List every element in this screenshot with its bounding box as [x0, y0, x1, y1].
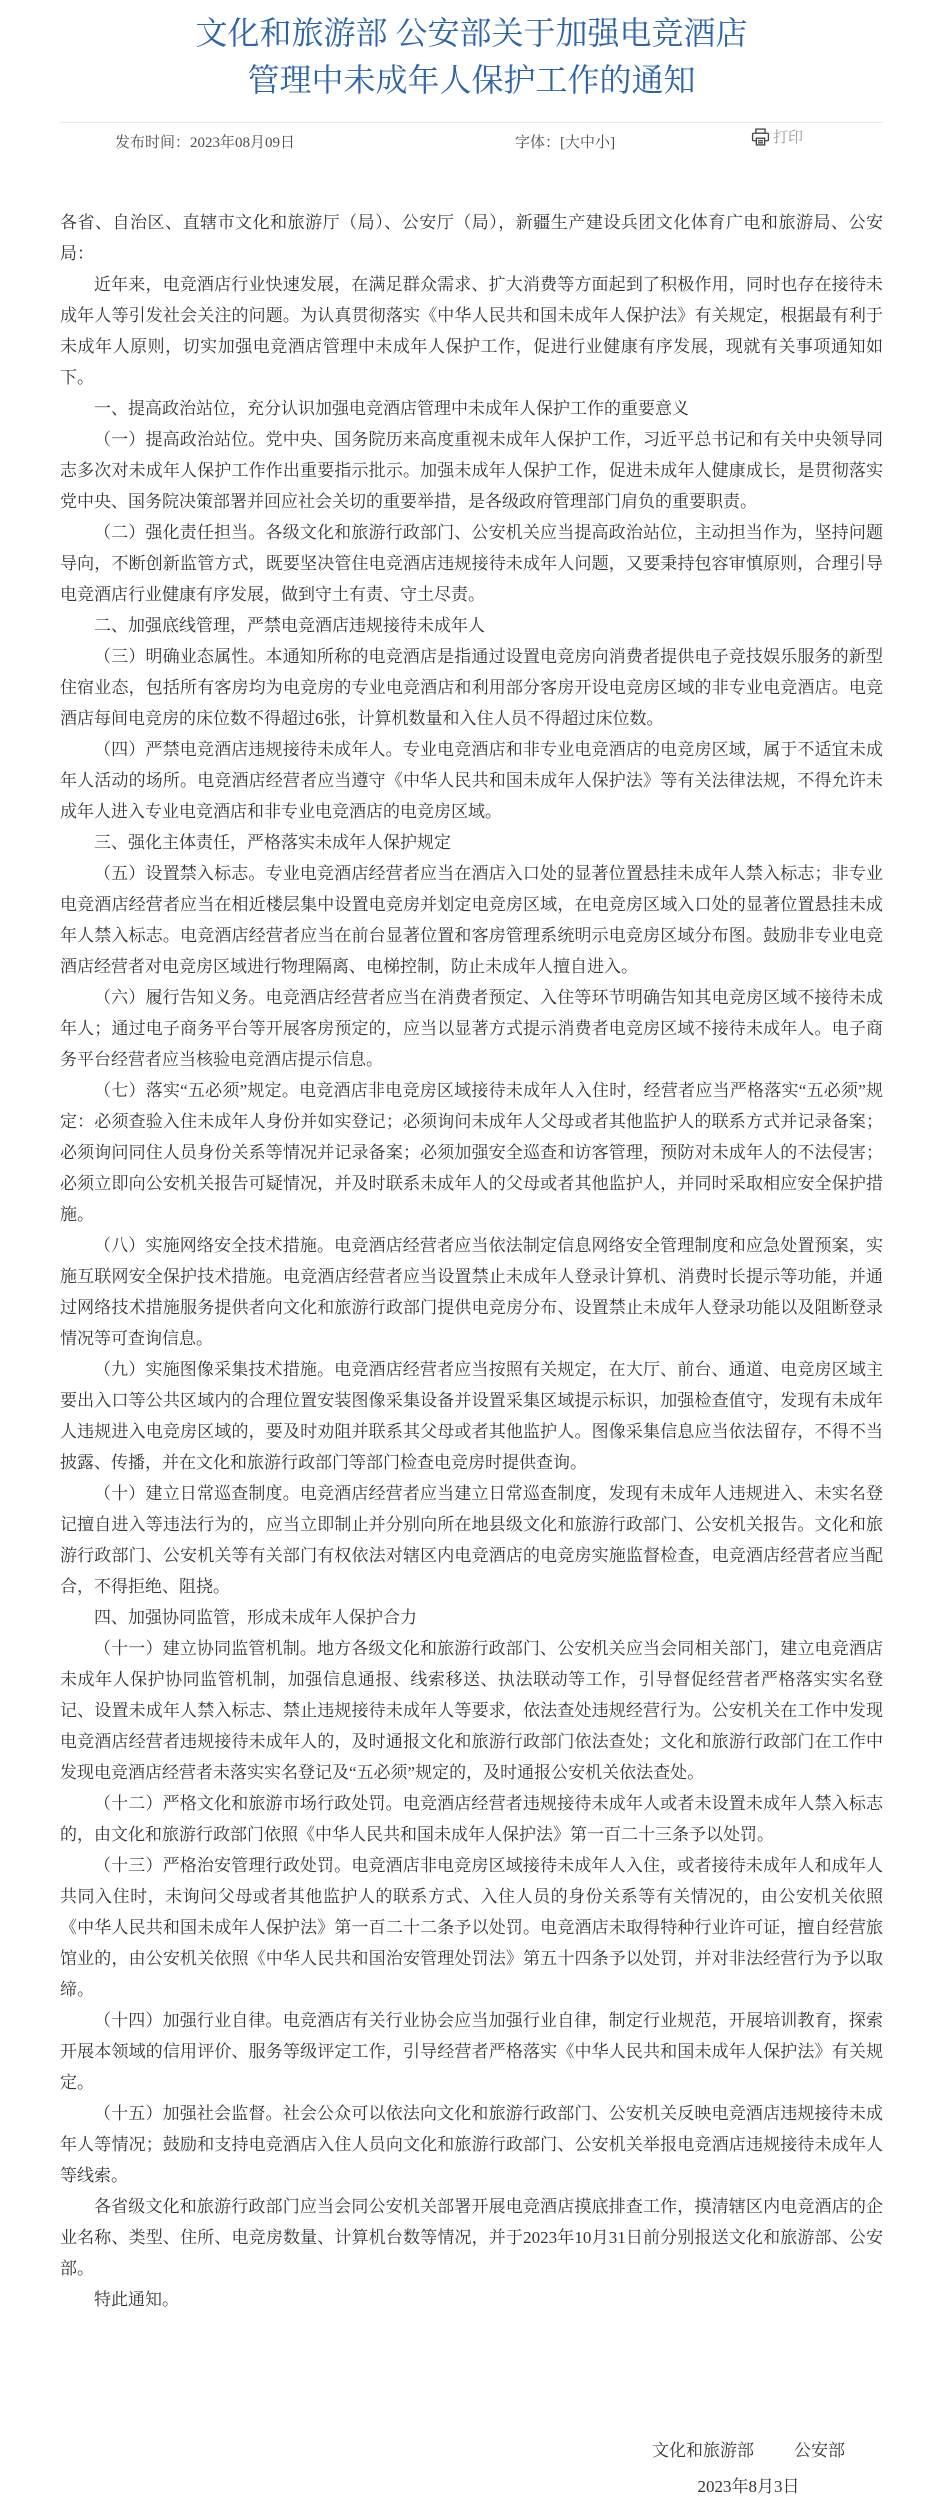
print-label: 打印: [773, 130, 804, 146]
document-title-line1: 文化和旅游部 公安部关于加强电竞酒店: [195, 15, 748, 51]
document-title-line2: 管理中未成年人保护工作的通知: [247, 62, 696, 98]
item-1: （一）提高政治站位。党中央、国务院历来高度重视未成年人保护工作，习近平总书记和有关中央领导同志多次对未成年人保护工作作出重要指示批示。加强未成年人保护工作，促进未成年人健康成长，是贯彻落实党中央、国务院决策部署并回应社会关切的重要举措，是各级政府管理部门肩负的重要职责。: [60, 430, 883, 511]
font-size-label: 字体：: [515, 135, 561, 151]
font-size-small-button[interactable]: 小: [595, 135, 611, 151]
item-12: （十二）严格文化和旅游市场行政处罚。电竞酒店经营者违规接待未成年人或者未设置未成年人禁入标志的，由文化和旅游行政部门依照《中华人民共和国未成年人保护法》第一百二十三条予以处罚。: [60, 1794, 883, 1844]
section-heading-3: 三、强化主体责任，严格落实未成年人保护规定: [94, 833, 451, 852]
item-11: （十一）建立协同监管机制。地方各级文化和旅游行政部门、公安机关应当会同相关部门，建立电竞酒店未成年人保护协同监管机制，加强信息通报、线索移送、执法联动等工作，引导督促经营者严格落实实名登记、设置未成年人禁入标志、禁止违规接待未成年人等要求，依法查处违规经营行为。公安机关在工作中发现电竞酒店经营者违规接待未成年人的，及时通报文化和旅游行政部门依法查处；文化和旅游行政部门在工作中发现电竞酒店经营者未落实实名登记及“五必须”规定的，及时通报公安机关依法查处。: [60, 1639, 883, 1782]
font-size-bracket-close: ]: [610, 135, 616, 151]
item-4: （四）严禁电竞酒店违规接待未成年人。专业电竞酒店和非专业电竞酒店的电竞房区域，属于不适宜未成年人活动的场所。电竞酒店经营者应当遵守《中华人民共和国未成年人保护法》等有关法律法规，不得允许未成年人进入专业电竞酒店和非专业电竞酒店的电竞房区域。: [60, 740, 883, 821]
item-9: （九）实施图像采集技术措施。电竞酒店经营者应当按照有关规定，在大厅、前台、通道、电竞房区域主要出入口等公共区域内的合理位置安装图像采集设备并设置采集区域提示标识，加强检查值守，发现有未成年人违规进入电竞房区域的，要及时劝阻并联系其父母或者其他监护人。图像采集信息应当依法留存，不得不当披露、传播，并在文化和旅游行政部门等部门检查电竞房时提供查询。: [60, 1360, 883, 1472]
document-title: [0, 10, 943, 104]
signature-agency-1: 文化和旅游部: [652, 2441, 754, 2460]
publish-time: [115, 131, 295, 152]
survey-paragraph: 各省级文化和旅游行政部门应当会同公安机关部署开展电竞酒店摸底排查工作，摸清辖区内电竞酒店的企业名称、类型、住所、电竞房数量、计算机台数等情况，并于2023年10月31日前分别报送文化和旅游部、公安部。: [60, 2197, 883, 2278]
print-button[interactable]: [750, 126, 803, 147]
item-8: （八）实施网络安全技术措施。电竞酒店经营者应当依法制定信息网络安全管理制度和应急处置预案，实施互联网安全保护技术措施。电竞酒店经营者应当设置禁止未成年人登录计算机、消费时长提示等功能，并通过网络技术措施服务提供者向文化和旅游行政部门提供电竞房分布、设置禁止未成年人登录功能以及阻断登录情况等可查询信息。: [60, 1236, 883, 1348]
section-heading-2: 二、加强底线管理，严禁电竞酒店违规接待未成年人: [94, 616, 485, 635]
item-13: （十三）严格治安管理行政处罚。电竞酒店非电竞房区域接待未成年人入住，或者接待未成年人和成年人共同入住时，未询问父母或者其他监护人的联系方式、入住人员的身份关系等有关情况的，由公安机关依照《中华人民共和国未成年人保护法》第一百二十二条予以处罚。电竞酒店未取得特种行业许可证，擅自经营旅馆业的，由公安机关依照《中华人民共和国治安管理处罚法》第五十四条予以处罚，并对非法经营行为予以取缔。: [60, 1856, 883, 1999]
meta-bar: [0, 123, 943, 157]
closing-paragraph: 特此通知。: [94, 2290, 179, 2309]
section-heading-4: 四、加强协同监管，形成未成年人保护合力: [94, 1608, 417, 1627]
signature-date: 2023年8月3日: [697, 2477, 800, 2496]
font-size-bracket-open: [: [560, 135, 566, 151]
item-7: （七）落实“五必须”规定。电竞酒店非电竞房区域接待未成年人入住时，经营者应当严格落实“五必须”规定：必须查验入住未成年人身份并如实登记；必须询问未成年人父母或者其他监护人的联系方式并记录备案；必须询问同住人员身份关系等情况并记录备案；必须加强安全巡查和访客管理，预防对未成年人的不法侵害；必须立即向公安机关报告可疑情况，并及时联系未成年人的父母或者其他监护人，并同时采取相应安全保护措施。: [60, 1081, 883, 1224]
intro-paragraph: 近年来，电竞酒店行业快速发展，在满足群众需求、扩大消费等方面起到了积极作用，同时也存在接待未成年人等引发社会关注的问题。为认真贯彻落实《中华人民共和国未成年人保护法》有关规定，根据最有利于未成年人原则，切实加强电竞酒店管理中未成年人保护工作，促进行业健康有序发展，现就有关事项通知如下。: [60, 275, 883, 387]
signature-agencies: [652, 2433, 845, 2469]
signature-agency-2: 公安部: [794, 2441, 845, 2460]
font-size-large-button[interactable]: 大: [565, 135, 581, 151]
item-6: （六）履行告知义务。电竞酒店经营者应当在消费者预定、入住等环节明确告知其电竞房区域不接待未成年人；通过电子商务平台等开展客房预定的，应当以显著方式提示消费者电竞房区域不接待未成年人。电子商务平台经营者应当核验电竞酒店提示信息。: [60, 988, 883, 1069]
item-5: （五）设置禁入标志。专业电竞酒店经营者应当在酒店入口处的显著位置悬挂未成年人禁入标志；非专业电竞酒店经营者应当在相近楼层集中设置电竞房并划定电竞房区域，在电竞房区域入口处的显著位置悬挂未成年人禁入标志。电竞酒店经营者应当在前台显著位置和客房管理系统明示电竞房区域分布图。鼓励非专业电竞酒店经营者对电竞房区域进行物理隔离、电梯控制，防止未成年人擅自进入。: [60, 864, 883, 976]
section-heading-1: 一、提高政治站位，充分认识加强电竞酒店管理中未成年人保护工作的重要意义: [94, 399, 689, 418]
salutation: 各省、自治区、直辖市文化和旅游厅（局）、公安厅（局），新疆生产建设兵团文化体育广电和旅游局、公安局：: [60, 213, 883, 263]
publish-time-value: 2023年08月09日: [190, 135, 296, 151]
document-body: [60, 207, 883, 2315]
item-14: （十四）加强行业自律。电竞酒店有关行业协会应当加强行业自律，制定行业规范，开展培训教育，探索开展本领域的信用评价、服务等级评定工作，引导经营者严格落实《中华人民共和国未成年人保护法》有关规定。: [60, 2011, 883, 2092]
signature-block: [652, 2433, 845, 2505]
publish-time-label: 发布时间：: [115, 135, 191, 151]
font-size-medium-button[interactable]: 中: [580, 135, 596, 151]
item-10: （十）建立日常巡查制度。电竞酒店经营者应当建立日常巡查制度，发现有未成年人违规进入、未实名登记擅自进入等违法行为的，应当立即制止并分别向所在地县级文化和旅游行政部门、公安机关报告。文化和旅游行政部门、公安机关等有关部门有权依法对辖区内电竞酒店的电竞房实施监督检查，电竞酒店经营者应当配合，不得拒绝、阻挠。: [60, 1484, 883, 1596]
item-3: （三）明确业态属性。本通知所称的电竞酒店是指通过设置电竞房向消费者提供电子竞技娱乐服务的新型住宿业态，包括所有客房均为电竞房的专业电竞酒店和利用部分客房开设电竞房区域的非专业电竞酒店。电竞酒店每间电竞房的床位数不得超过6张，计算机数量和入住人员不得超过床位数。: [60, 647, 883, 728]
item-2: （二）强化责任担当。各级文化和旅游行政部门、公安机关应当提高政治站位，主动担当作为，坚持问题导向，不断创新监管方式，既要坚决管住电竞酒店违规接待未成年人问题，又要秉持包容审慎原则，合理引导电竞酒店行业健康有序发展，做到守土有责、守土尽责。: [60, 523, 883, 604]
item-15: （十五）加强社会监督。社会公众可以依法向文化和旅游行政部门、公安机关反映电竞酒店违规接待未成年人等情况；鼓励和支持电竞酒店入住人员向文化和旅游行政部门、公安机关举报电竞酒店违规接待未成年人等线索。: [60, 2104, 883, 2185]
printer-icon: [750, 127, 773, 147]
font-size-control: [515, 131, 615, 152]
